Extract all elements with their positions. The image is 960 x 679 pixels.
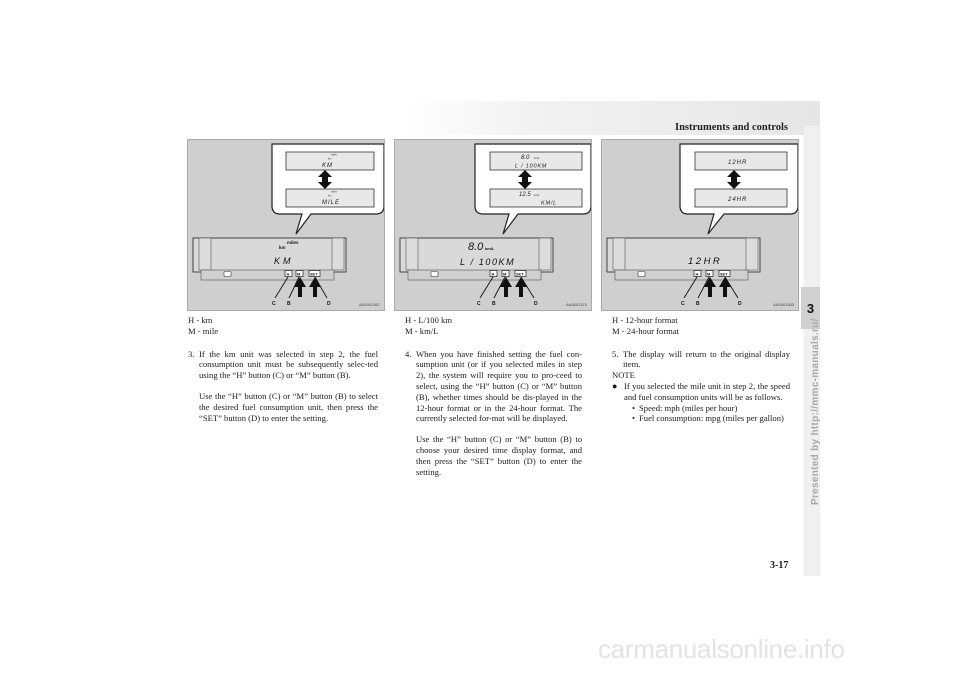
- display-main-text: 12HR: [688, 256, 723, 267]
- section-title: Instruments and controls: [675, 122, 788, 133]
- svg-text:H: H: [491, 271, 495, 277]
- legend-m: M - km/L: [405, 325, 439, 336]
- lower-value: 12.5: [519, 192, 531, 198]
- label-b: B: [287, 301, 291, 307]
- label-c: C: [681, 301, 685, 307]
- figure-fuel-unit: [394, 139, 592, 311]
- upper-small-top: miles: [331, 153, 337, 157]
- note-list: [624, 403, 790, 425]
- label-d: D: [738, 301, 742, 307]
- svg-text:M: M: [707, 271, 711, 277]
- step-number: 5.: [612, 348, 619, 359]
- column-2: [405, 315, 582, 477]
- lower-main-text: 24HR: [728, 197, 748, 203]
- note-list-item: • Fuel consumption: mpg (miles per gallon): [632, 413, 790, 424]
- upper-main-text: KM: [322, 163, 333, 169]
- legend-m: M - 24-hour format: [612, 325, 680, 336]
- figure-time-format: [601, 139, 799, 311]
- display-value: 8.0: [468, 241, 484, 253]
- step-5: [612, 349, 790, 371]
- display-small-bottom: km: [279, 245, 286, 250]
- svg-text:SET: SET: [310, 272, 318, 277]
- step-number: 3.: [188, 348, 195, 359]
- column-1: [188, 315, 378, 423]
- svg-text:H: H: [286, 271, 290, 277]
- upper-main-text: L / 100KM: [515, 163, 548, 170]
- figure-id: AA3001367: [359, 302, 380, 307]
- svg-text:SET: SET: [516, 272, 524, 277]
- step-paragraph: The display will return to the original display item.: [623, 348, 790, 370]
- lower-small-bottom: km: [328, 194, 332, 198]
- column-3: [612, 315, 790, 424]
- svg-text:SET: SET: [720, 272, 728, 277]
- svg-text:M: M: [503, 271, 507, 277]
- watermark-text: Presented by http://mmc-manuals.ru/: [810, 318, 821, 505]
- chapter-tab: 3: [801, 287, 820, 329]
- note-text: If you selected the mile unit in step 2, the speed and fuel consumption units will be as follows.: [624, 380, 790, 402]
- label-c: C: [272, 301, 276, 307]
- legend-m: M - mile: [188, 325, 219, 336]
- lower-main-text: MILE: [322, 200, 341, 206]
- display-small-top: miles: [287, 240, 299, 245]
- svg-text:H: H: [695, 271, 699, 277]
- label-b: B: [492, 301, 496, 307]
- upper-unit: km/L: [534, 157, 540, 160]
- label-c: C: [477, 301, 481, 307]
- display-main-text: L / 100KM: [460, 257, 516, 267]
- legend-h: H - 12-hour format: [612, 315, 678, 325]
- step-paragraph: Use the “H” button (C) or “M” button (B) to choose your desired time display format, and then press the “SET” button (D) to enter the setting.: [416, 434, 582, 477]
- lower-main-text: KM/L: [541, 200, 558, 207]
- step-paragraph: When you have finished setting the fuel con-sumption unit (or if you selected miles in step 2), the system will require you to pro-ceed to select, using the “H” button (C) or “M” button (B), whether times should be dis-played in the 12-hour format or in the 24-hour format. The currently selected for-mat will be displayed.: [416, 348, 582, 424]
- svg-text:M: M: [297, 271, 301, 277]
- step-paragraph: Use the “H” button (C) or “M” button (B) to select the desired fuel consumption unit, then press the “SET” button (D) to enter the setting.: [199, 390, 378, 423]
- legend-h: H - L/100 km: [405, 315, 453, 325]
- step-paragraph: If the km unit was selected in step 2, the fuel consumption unit must be subsequently selec-ted using the “H” button (C) or “M” button (B).: [199, 348, 378, 381]
- note-title: NOTE: [612, 370, 635, 381]
- upper-main-text: 12HR: [728, 160, 748, 166]
- label-d: D: [534, 301, 538, 307]
- upper-small-bottom: km: [328, 157, 332, 161]
- bullet-icon: ●: [612, 380, 618, 391]
- note-body: [612, 381, 790, 424]
- step-number: 4.: [405, 348, 412, 359]
- legend: [188, 315, 378, 337]
- label-d: D: [327, 301, 331, 307]
- lower-small-top: miles: [331, 190, 337, 194]
- legend-h: H - km: [188, 315, 213, 325]
- note-list-item: • Speed: mph (miles per hour): [632, 403, 790, 414]
- lower-unit: km/L: [534, 194, 540, 197]
- display-unit: km/L: [485, 246, 495, 251]
- display-main-text: KM: [274, 256, 294, 266]
- legend: [405, 315, 582, 337]
- upper-value: 8.0: [521, 155, 530, 161]
- figure-unit-km-mile: [187, 139, 385, 311]
- page-number: 3-17: [770, 560, 789, 571]
- figure-id: AA3001370: [566, 302, 587, 307]
- figure-id: AA3001383: [773, 302, 794, 307]
- footer-watermark: carmanualsonline.info: [598, 634, 845, 664]
- step-3: [188, 349, 378, 424]
- step-4: [405, 349, 582, 478]
- label-b: B: [696, 301, 700, 307]
- legend: [612, 315, 790, 337]
